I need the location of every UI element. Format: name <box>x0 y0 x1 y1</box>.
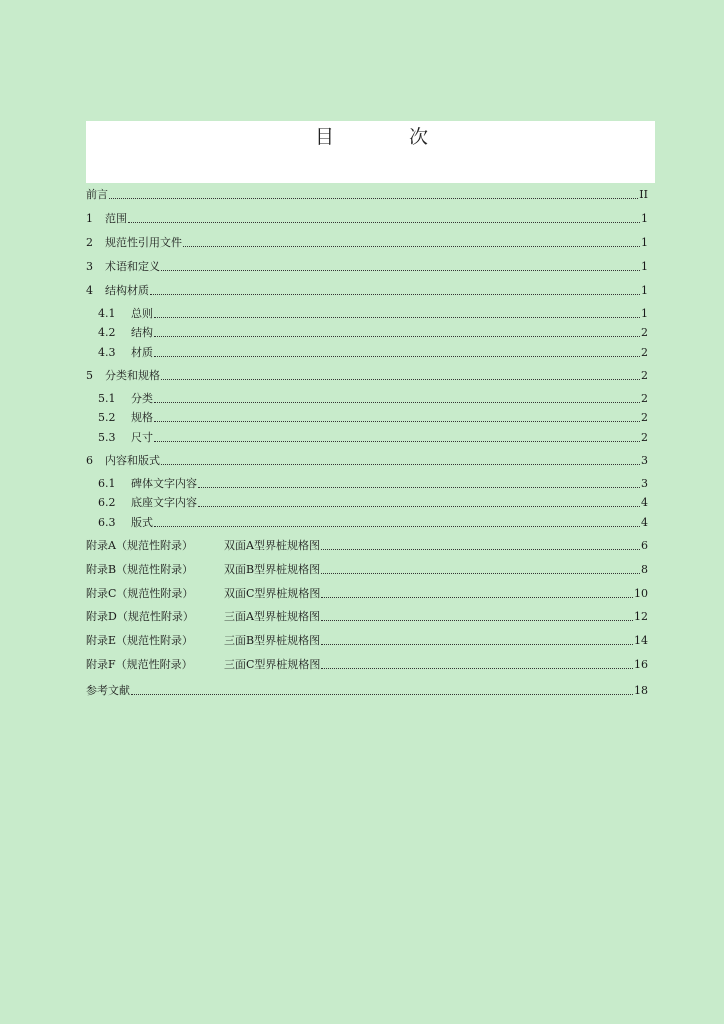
toc-entry-number: 5.2 <box>98 411 116 424</box>
toc-entry-references[interactable] <box>86 678 648 698</box>
dot-leader <box>154 441 640 442</box>
toc-entry-section-6-3[interactable] <box>98 510 648 530</box>
toc-entry-label: 规范性引用文件 <box>105 236 182 249</box>
toc-entry-page: 2 <box>641 346 648 359</box>
toc-entry-title: 三面B型界桩规格图 <box>224 634 321 647</box>
dot-leader <box>150 294 640 295</box>
toc-entry-label: 规格 <box>131 411 153 424</box>
toc-entry-section-4-3[interactable] <box>98 340 648 360</box>
dot-leader <box>131 694 633 695</box>
toc-title-box <box>86 121 655 183</box>
toc-entry-page: 2 <box>641 392 648 405</box>
dot-leader <box>198 506 640 507</box>
toc-entry-appendix-a[interactable] <box>86 533 648 553</box>
toc-entry-section-5-3[interactable] <box>98 425 648 445</box>
toc-entry-title: 双面A型界桩规格图 <box>224 539 320 552</box>
toc-entry-section-5-2[interactable] <box>98 405 648 425</box>
toc-entry-page: 3 <box>641 477 648 490</box>
toc-entry-label: 参考文献 <box>86 684 130 697</box>
toc-entry-number: 6 <box>86 454 93 467</box>
toc-entry-page: 1 <box>641 307 648 320</box>
toc-entry-page: 2 <box>641 411 648 424</box>
toc-entry-section-6-2[interactable] <box>98 490 648 510</box>
toc-entry-label: 术语和定义 <box>105 260 160 273</box>
toc-entry-page: 1 <box>641 284 648 297</box>
toc-entry-label: 结构材质 <box>105 284 149 297</box>
toc-entry-number: 4.1 <box>98 307 116 320</box>
toc-entry-number: 6.3 <box>98 516 116 529</box>
toc-entry-number: 2 <box>86 236 93 249</box>
toc-entry-label: 附录F（规范性附录） <box>86 658 193 671</box>
toc-entry-label: 材质 <box>131 346 153 359</box>
toc-entry-label: 附录E（规范性附录） <box>86 634 194 647</box>
dot-leader <box>321 620 633 621</box>
toc-entry-page: 14 <box>634 634 648 647</box>
toc-entry-appendix-e[interactable] <box>86 628 648 648</box>
toc-entry-page: II <box>639 188 648 201</box>
dot-leader <box>321 644 633 645</box>
toc-entry-number: 1 <box>86 212 93 225</box>
toc-entry-page: 3 <box>641 454 648 467</box>
toc-entry-label: 碑体文字内容 <box>131 477 197 490</box>
dot-leader <box>154 526 640 527</box>
dot-leader <box>321 597 633 598</box>
toc-entry-number: 4.2 <box>98 326 116 339</box>
toc-entry-number: 6.1 <box>98 477 116 490</box>
toc-entry-label: 分类 <box>131 392 153 405</box>
toc-entry-section-1[interactable] <box>86 206 648 226</box>
dot-leader <box>161 464 640 465</box>
toc-entry-section-6-1[interactable] <box>98 471 648 491</box>
toc-entry-page: 12 <box>634 610 648 623</box>
dot-leader <box>109 198 638 199</box>
toc-entry-page: 2 <box>641 326 648 339</box>
dot-leader <box>154 317 640 318</box>
toc-entry-page: 4 <box>641 496 648 509</box>
toc-entry-appendix-b[interactable] <box>86 557 648 577</box>
toc-entry-page: 1 <box>641 212 648 225</box>
toc-entry-title: 三面C型界桩规格图 <box>224 658 321 671</box>
toc-entry-section-4-1[interactable] <box>98 301 648 321</box>
toc-entry-section-5-1[interactable] <box>98 386 648 406</box>
toc-entry-page: 8 <box>641 563 648 576</box>
toc-entry-page: 2 <box>641 431 648 444</box>
toc-title-char-1: 目 <box>315 126 335 148</box>
toc-entry-appendix-c[interactable] <box>86 581 648 601</box>
toc-entry-number: 5 <box>86 369 93 382</box>
toc-title-char-2: 次 <box>409 126 429 148</box>
dot-leader <box>321 573 640 574</box>
toc-entry-number: 4 <box>86 284 93 297</box>
toc-entry-number: 5.1 <box>98 392 116 405</box>
toc-entry-page: 10 <box>634 587 648 600</box>
dot-leader <box>154 402 640 403</box>
toc-entry-page: 4 <box>641 516 648 529</box>
toc-entry-title: 双面C型界桩规格图 <box>224 587 321 600</box>
toc-entry-page: 1 <box>641 260 648 273</box>
toc-entry-label: 分类和规格 <box>105 369 160 382</box>
toc-entry-page: 1 <box>641 236 648 249</box>
toc-entry-title: 双面B型界桩规格图 <box>224 563 321 576</box>
toc-entry-label: 范围 <box>105 212 127 225</box>
dot-leader <box>161 379 640 380</box>
dot-leader <box>161 270 640 271</box>
toc-entry-appendix-d[interactable] <box>86 604 648 624</box>
toc-entry-label: 结构 <box>131 326 153 339</box>
toc-entry-section-3[interactable] <box>86 254 648 274</box>
toc-entry-label: 底座文字内容 <box>131 496 197 509</box>
toc-entry-section-5[interactable] <box>86 363 648 383</box>
toc-entry-section-6[interactable] <box>86 448 648 468</box>
toc-entry-page: 18 <box>634 684 648 697</box>
toc-entry-label: 内容和版式 <box>105 454 160 467</box>
toc-entry-number: 5.3 <box>98 431 116 444</box>
toc-entry-label: 总则 <box>131 307 153 320</box>
toc-entry-number: 3 <box>86 260 93 273</box>
toc-entry-number: 4.3 <box>98 346 116 359</box>
toc-entry-foreword[interactable] <box>86 182 648 202</box>
toc-entry-section-4[interactable] <box>86 278 648 298</box>
dot-leader <box>154 336 640 337</box>
toc-entry-label: 前言 <box>86 188 108 201</box>
dot-leader <box>128 222 640 223</box>
dot-leader <box>183 246 640 247</box>
dot-leader <box>198 487 640 488</box>
toc-entry-label: 附录A（规范性附录） <box>86 539 193 552</box>
toc-entry-label: 尺寸 <box>131 431 153 444</box>
toc-entry-page: 2 <box>641 369 648 382</box>
toc-entry-label: 附录C（规范性附录） <box>86 587 194 600</box>
toc-entry-label: 附录B（规范性附录） <box>86 563 194 576</box>
dot-leader <box>321 668 633 669</box>
toc-entry-number: 6.2 <box>98 496 116 509</box>
toc-entry-label: 版式 <box>131 516 153 529</box>
toc-entry-section-2[interactable] <box>86 230 648 250</box>
dot-leader <box>321 549 640 550</box>
toc-entry-page: 16 <box>634 658 648 671</box>
toc-entry-appendix-f[interactable] <box>86 652 648 672</box>
dot-leader <box>154 421 640 422</box>
dot-leader <box>154 356 640 357</box>
toc-entry-section-4-2[interactable] <box>98 320 648 340</box>
toc-entry-page: 6 <box>641 539 648 552</box>
toc-entry-title: 三面A型界桩规格图 <box>224 610 320 623</box>
toc-entry-label: 附录D（规范性附录） <box>86 610 194 623</box>
